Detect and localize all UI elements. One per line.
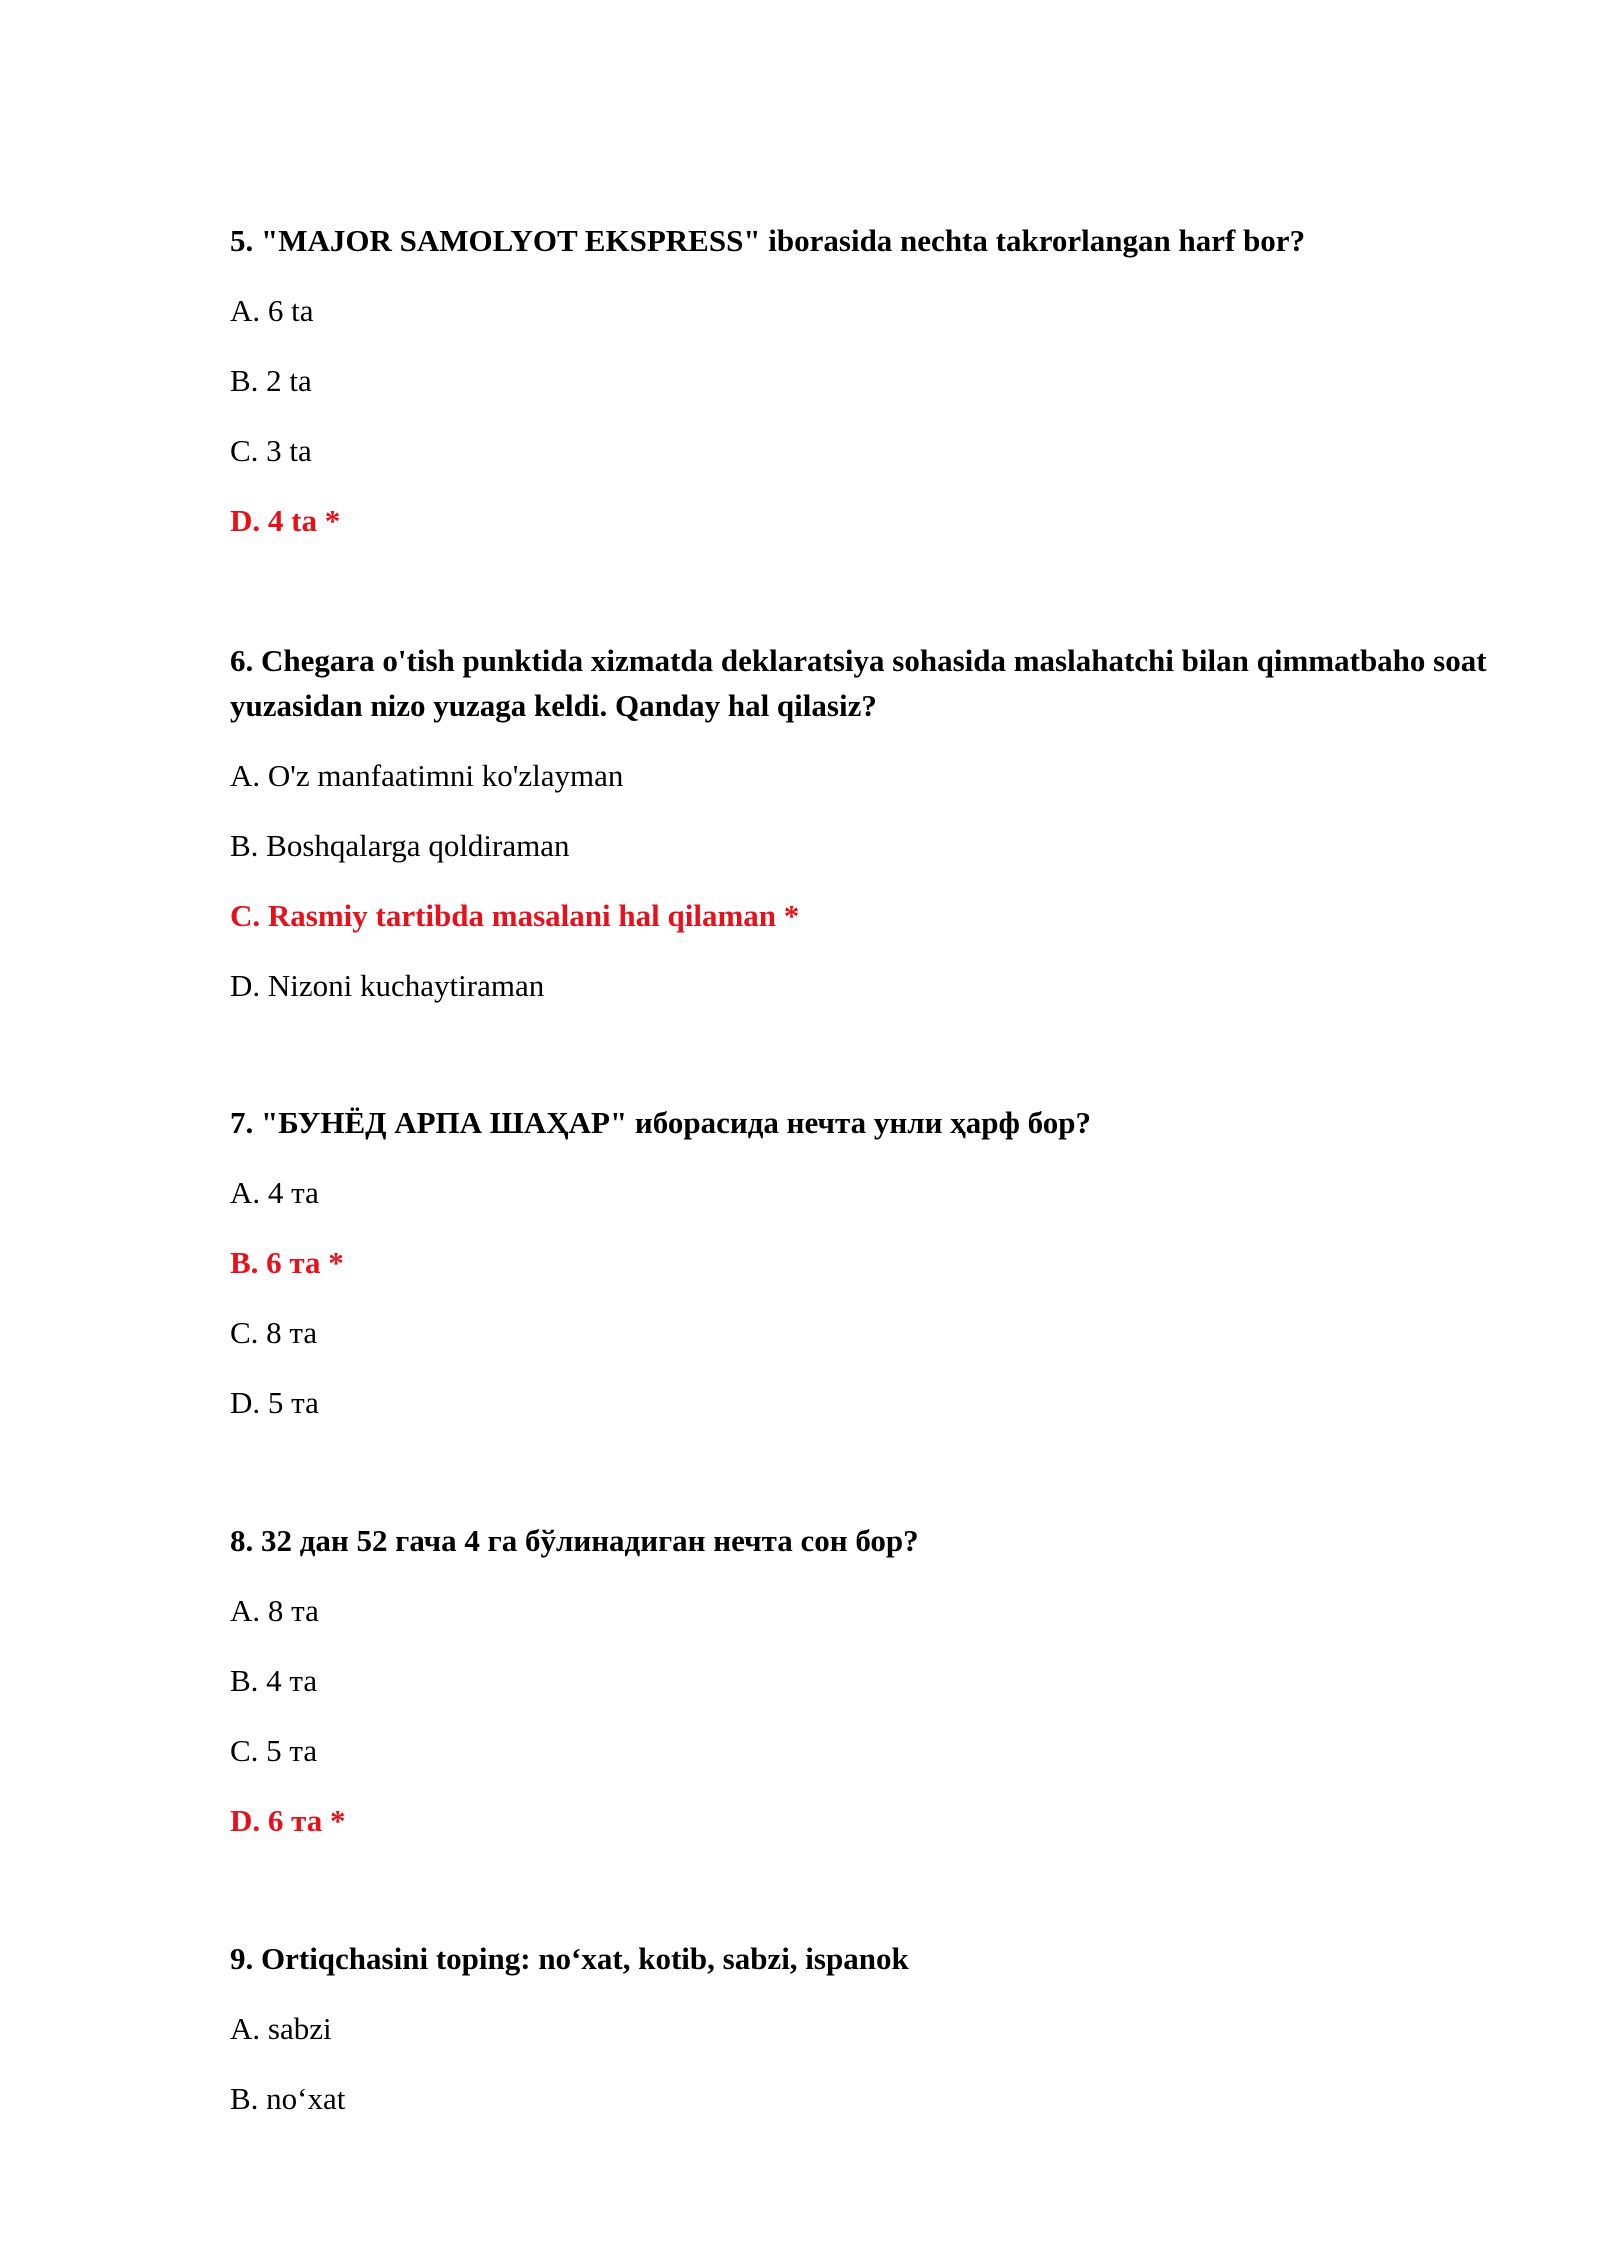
option-a: A. 4 та	[230, 1175, 319, 1210]
question-text: 5. "MAJOR SAMOLYOT EKSPRESS" iborasida nechta takrorlangan harf bor?	[230, 223, 1306, 258]
question-7	[230, 1100, 1490, 1425]
option-b: B. 2 ta	[230, 363, 312, 398]
option-b-correct: B. 6 та *	[230, 1245, 344, 1280]
option-b: B. Boshqalarga qoldiraman	[230, 828, 570, 863]
option-d: D. Nizoni kuchaytiraman	[230, 968, 545, 1003]
option-b: B. 4 та	[230, 1663, 318, 1698]
question-9	[230, 1936, 1490, 2121]
question-text: 6. Chegara o'tish punktida xizmatda deklaratsiya sohasida maslahatchi bilan qimmatbaho soat yuzasidan nizo yuzaga keldi. Qanday hal qilasiz?	[230, 643, 1487, 723]
option-a: A. 8 та	[230, 1593, 319, 1628]
option-c: C. 8 та	[230, 1315, 318, 1350]
option-d: D. 5 та	[230, 1385, 319, 1420]
option-a: A. 6 ta	[230, 293, 314, 328]
option-a: A. O'z manfaatimni ko'zlayman	[230, 758, 624, 793]
option-c-correct: C. Rasmiy tartibda masalani hal qilaman *	[230, 898, 800, 933]
question-text: 9. Ortiqchasini toping: no‘xat, kotib, sabzi, ispanok	[230, 1941, 909, 1976]
question-5	[230, 218, 1490, 543]
option-d-correct: D. 4 ta *	[230, 503, 341, 538]
option-b: B. no‘xat	[230, 2081, 346, 2116]
question-text: 7. "БУНЁД АРПА ШАҲАР" иборасида нечта унли ҳарф бор?	[230, 1105, 1091, 1140]
option-c: C. 3 ta	[230, 433, 312, 468]
question-6	[230, 638, 1490, 1008]
option-c: C. 5 та	[230, 1733, 318, 1768]
question-8	[230, 1518, 1490, 1843]
option-a: A. sabzi	[230, 2011, 332, 2046]
question-text: 8. 32 дан 52 гача 4 га бўлинадиган нечта сон бор?	[230, 1523, 919, 1558]
option-d-correct: D. 6 та *	[230, 1803, 346, 1838]
